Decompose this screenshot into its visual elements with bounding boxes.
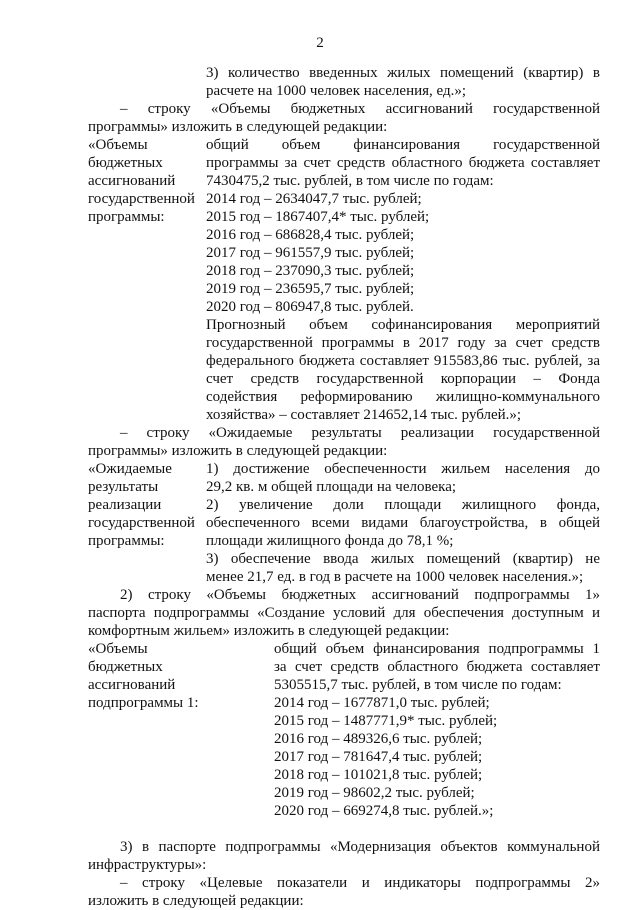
paragraph-budget-program	[88, 100, 600, 136]
label-line: результаты	[88, 479, 159, 495]
year-line: 2018 год – 101021,8 тыс. рублей;	[274, 767, 483, 783]
table-value-cell	[274, 640, 600, 820]
text-line: менее 21,7 ед. в год в расчете на 1000 человек населения.»;	[206, 569, 584, 585]
year-line: 2014 год – 1677871,0 тыс. рублей;	[274, 695, 490, 711]
text-line: площади жилищного фонда до 78,1 %;	[206, 533, 454, 549]
text-line: государственной программы в 2017 году за счет средств	[206, 335, 600, 351]
text-line: программы за счет средств областного бюджета составляет	[206, 155, 600, 171]
text-line: общий объем финансирования подпрограммы 1	[274, 641, 600, 657]
paragraph-indicator-3	[88, 64, 600, 100]
text-line: хозяйства» – составляет 214652,14 тыс. рублей.»;	[206, 407, 522, 423]
text-line: за счет средств областного бюджета составляет	[274, 659, 600, 675]
table-budget-program	[88, 136, 600, 424]
year-line: 2018 год – 237090,3 тыс. рублей;	[206, 263, 415, 279]
spacer	[88, 820, 600, 838]
paragraph-infrastructure	[88, 838, 600, 874]
text-line: содействия реформированию жилищно-коммунального	[206, 389, 600, 405]
page-number: 2	[316, 35, 324, 51]
paragraph-expected-results	[88, 424, 600, 460]
text-line: 1) достижение обеспеченности жильем населения до	[206, 461, 600, 477]
table-value-cell	[206, 136, 600, 424]
label-line: ассигнований	[88, 173, 176, 189]
table-label-cell	[88, 460, 206, 586]
text-line: – строку «Ожидаемые результаты реализации государственной	[120, 425, 600, 441]
year-line: 2015 год – 1487771,9* тыс. рублей;	[274, 713, 498, 729]
year-line: 2020 год – 669274,8 тыс. рублей.»;	[274, 803, 494, 819]
text-line: 7430475,2 тыс. рублей, в том числе по годам:	[206, 173, 494, 189]
text-line: комфортным жильем» изложить в следующей редакции:	[88, 623, 450, 639]
label-line: программы:	[88, 209, 165, 225]
text-line: – строку «Целевые показатели и индикаторы подпрограммы 2»	[120, 875, 600, 891]
text-line: счет средств государственной корпорации – Фонда	[206, 371, 600, 387]
year-line: 2019 год – 98602,2 тыс. рублей;	[274, 785, 475, 801]
label-line: бюджетных	[88, 155, 163, 171]
label-line: реализации	[88, 497, 162, 513]
text-line: изложить в следующей редакции:	[88, 893, 304, 909]
table-label-cell	[88, 640, 274, 820]
text-line: программы» изложить в следующей редакции:	[88, 443, 388, 459]
text-line: федерального бюджета составляет 915583,86 тыс. рублей, за	[206, 353, 600, 369]
text-line: программы» изложить в следующей редакции:	[88, 119, 388, 135]
text-line: общий объем финансирования государственной	[206, 137, 600, 153]
text-line: расчете на 1000 человек населения, ед.»;	[206, 83, 467, 99]
document-body	[88, 64, 600, 910]
text-line: 29,2 кв. м общей площади на человека;	[206, 479, 457, 495]
text-line: 3) количество введенных жилых помещений (квартир) в	[206, 65, 600, 81]
text-line: 5305515,7 тыс. рублей, в том числе по годам:	[274, 677, 562, 693]
label-line: «Объемы	[88, 137, 148, 153]
text-line: инфраструктуры»:	[88, 857, 207, 873]
text-line: – строку «Объемы бюджетных ассигнований государственной	[120, 101, 600, 117]
table-expected-results	[88, 460, 600, 586]
table-value-cell	[206, 460, 600, 586]
year-line: 2019 год – 236595,7 тыс. рублей;	[206, 281, 415, 297]
year-line: 2020 год – 806947,8 тыс. рублей.	[206, 299, 414, 315]
year-line: 2016 год – 489326,6 тыс. рублей;	[274, 731, 483, 747]
table-label-cell	[88, 136, 206, 424]
label-line: государственной	[88, 515, 195, 531]
year-line: 2017 год – 781647,4 тыс. рублей;	[274, 749, 483, 765]
text-line: 3) в паспорте подпрограммы «Модернизация объектов коммунальной	[120, 839, 600, 855]
table-subprogram-1-budget	[88, 640, 600, 820]
label-line: подпрограммы 1:	[88, 695, 199, 711]
text-line: паспорта подпрограммы «Создание условий для обеспечения доступным и	[88, 605, 600, 621]
text-line: обеспеченного всеми видами благоустройства, в общей	[206, 515, 600, 531]
text-line: 2) увеличение доли площади жилищного фонда,	[206, 497, 600, 513]
label-line: «Объемы	[88, 641, 148, 657]
year-line: 2015 год – 1867407,4* тыс. рублей;	[206, 209, 430, 225]
label-line: «Ожидаемые	[88, 461, 172, 477]
label-line: бюджетных	[88, 659, 163, 675]
label-line: ассигнований	[88, 677, 176, 693]
text-line: 3) обеспечение ввода жилых помещений (квартир) не	[206, 551, 600, 567]
text-line: 2) строку «Объемы бюджетных ассигнований подпрограммы 1»	[120, 587, 600, 603]
year-line: 2017 год – 961557,9 тыс. рублей;	[206, 245, 415, 261]
year-line: 2016 год – 686828,4 тыс. рублей;	[206, 227, 415, 243]
label-line: программы:	[88, 533, 165, 549]
paragraph-subprogram-1	[88, 586, 600, 640]
year-line: 2014 год – 2634047,7 тыс. рублей;	[206, 191, 422, 207]
label-line: государственной	[88, 191, 195, 207]
text-line: Прогнозный объем софинансирования мероприятий	[206, 317, 600, 333]
